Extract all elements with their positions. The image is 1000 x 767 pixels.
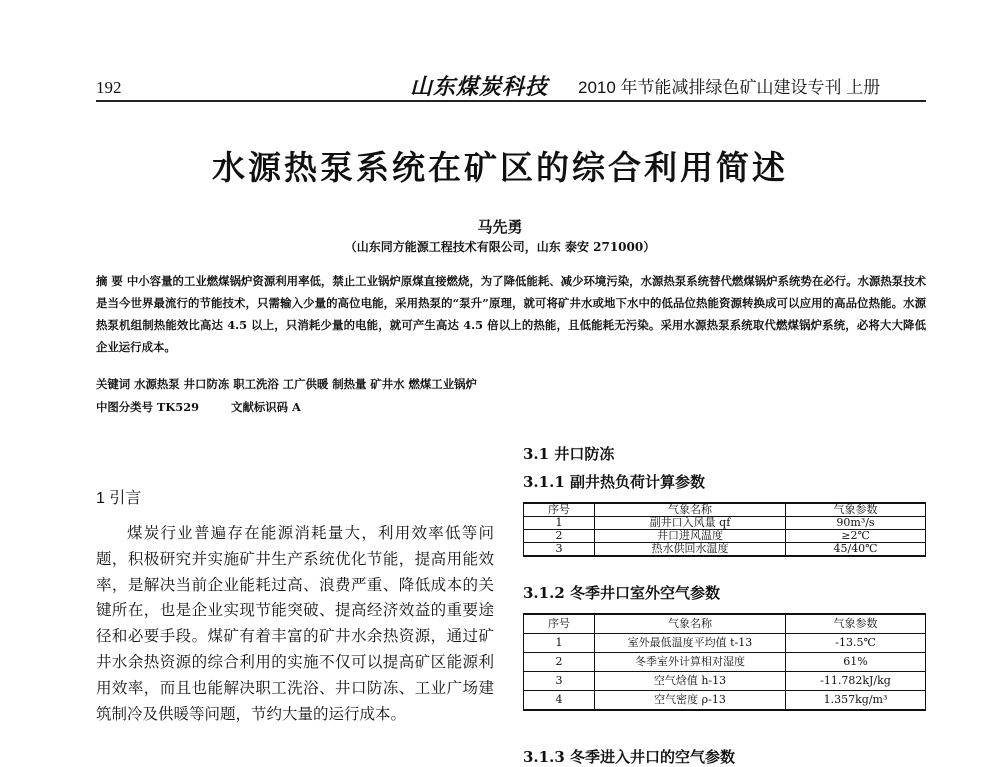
- section-3-1-3-heading: 3.1.3 冬季进入井口的空气参数: [523, 748, 735, 766]
- table-header-row: [524, 503, 926, 517]
- table-outdoor-air-params: [523, 613, 926, 711]
- col-header-index: 序号: [524, 614, 595, 634]
- section-3-1-heading: 3.1 井口防冻: [523, 445, 615, 463]
- cell-index: 2: [524, 530, 595, 543]
- cell-name: 热水供回水温度: [595, 543, 786, 557]
- journal-logo: 山东煤炭科技: [410, 74, 549, 100]
- section-1-paragraph: 煤炭行业普遍存在能源消耗量大，利用效率低等问题，积极研究并实施矿井生产系统优化节能，提高用能效率，是解决当前企业能耗过高、浪费严重、降低成本的关键所在，也是企业实现节能突破、提高经济效益的重要途径和必要手段。煤矿有着丰富的矿井水余热资源，通过矿井水余热资源的综合利用的实施不仅可以提高矿区能源利用效率，而且也能解决职工洗浴、井口防冻、工业广场建筑制冷及供暖等问题，节约大量的运行成本。: [96, 524, 494, 723]
- col-header-name: 气象名称: [595, 503, 786, 517]
- table-row: [524, 634, 926, 653]
- doc-code: 文献标识码 A: [231, 400, 301, 414]
- table-row: [524, 672, 926, 691]
- cell-name: 井口进风温度: [595, 530, 786, 543]
- section-3-1-2-heading: 3.1.2 冬季井口室外空气参数: [523, 584, 720, 602]
- abstract: 摘 要 中小容量的工业燃煤锅炉资源利用率低，禁止工业锅炉原煤直接燃烧，为了降低能耗、减少环境污染，水源热泵系统替代燃煤锅炉系统势在必行。水源热泵技术是当今世界最流行的节能技术，只需输入少量的高位电能，采用热泵的“泵升”原理，就可将矿井水或地下水中的低品位热能资源转换成可以应用的高品位热能。水源热泵机组制热能效比高达 4.5 以上，只消耗少量的电能，就可产生高达 4.5 倍以上的热能，且低能耗无污染。采用水源热泵系统取代燃煤锅炉系统，必将大大降低企业运行成本。: [96, 274, 926, 354]
- table-row: [524, 543, 926, 557]
- cell-index: 1: [524, 634, 595, 653]
- col-header-value: 气象参数: [786, 503, 926, 517]
- author: 马先勇: [477, 218, 523, 236]
- cell-name: 副井口入风量 qf: [595, 517, 786, 530]
- col-header-name: 气象名称: [595, 614, 786, 634]
- cell-index: 2: [524, 653, 595, 672]
- cell-value: 45/40℃: [786, 543, 926, 557]
- cell-value: 1.357kg/m³: [786, 691, 926, 711]
- table-row: [524, 691, 926, 711]
- keywords: 关键词 水源热泵 井口防冻 职工洗浴 工广供暖 制热量 矿井水 燃煤工业锅炉: [96, 377, 477, 391]
- cell-index: 1: [524, 517, 595, 530]
- section-1-heading: 1 引言: [96, 490, 142, 507]
- cell-index: 4: [524, 691, 595, 711]
- table-row: [524, 530, 926, 543]
- cell-value: -11.782kJ/kg: [786, 672, 926, 691]
- section-3-1-1-heading: 3.1.1 副井热负荷计算参数: [523, 473, 705, 491]
- table-header-row: [524, 614, 926, 634]
- cell-value: -13.5℃: [786, 634, 926, 653]
- header-rule: [96, 100, 926, 102]
- class-number: 中图分类号 TK529: [96, 400, 200, 414]
- table-heat-load-params: [523, 502, 926, 557]
- article-title: 水源热泵系统在矿区的综合利用简述: [212, 148, 788, 187]
- cell-name: 室外最低温度平均值 t-13: [595, 634, 786, 653]
- table-row: [524, 653, 926, 672]
- affiliation: （山东同方能源工程技术有限公司，山东 泰安 271000）: [344, 240, 656, 254]
- cell-value: ≥2℃: [786, 530, 926, 543]
- col-header-index: 序号: [524, 503, 595, 517]
- cell-name: 冬季室外计算相对湿度: [595, 653, 786, 672]
- cell-value: 90m³/s: [786, 517, 926, 530]
- col-header-value: 气象参数: [786, 614, 926, 634]
- cell-index: 3: [524, 672, 595, 691]
- table-row: [524, 517, 926, 530]
- cell-name: 空气密度 ρ-13: [595, 691, 786, 711]
- cell-index: 3: [524, 543, 595, 557]
- cell-name: 空气焓值 h-13: [595, 672, 786, 691]
- cell-value: 61%: [786, 653, 926, 672]
- page-number: 192: [96, 78, 122, 97]
- classification-line: [96, 399, 329, 415]
- issue-title: 2010 年节能减排绿色矿山建设专刊 上册: [578, 78, 881, 97]
